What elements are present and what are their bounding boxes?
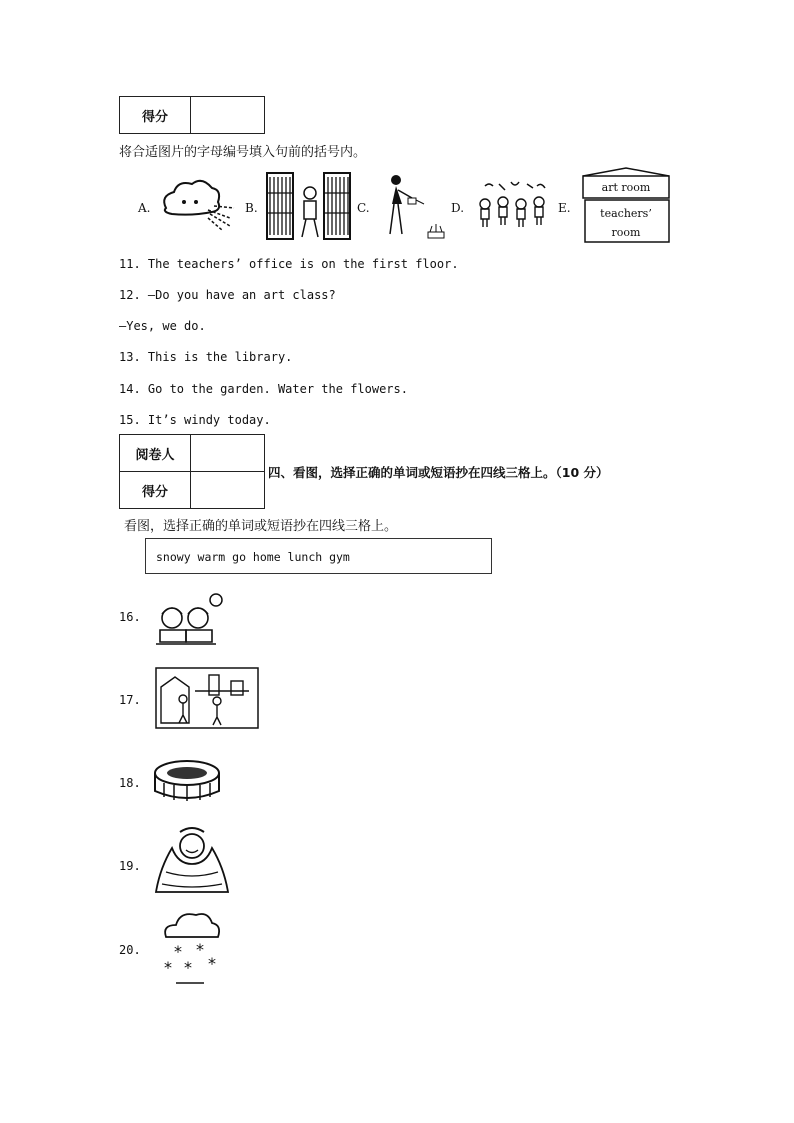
snowy-cloud-icon xyxy=(160,907,224,987)
sentence-12-question: 12. —Do you have an art class? xyxy=(119,288,336,302)
instruction-copy: 看图，选择正确的单词或短语抄在四线三格上。 xyxy=(124,519,398,534)
score-table-top xyxy=(119,96,265,134)
question-16-number: 16. xyxy=(119,610,141,624)
sign-art-room: art room xyxy=(601,181,651,194)
sign-teachers: teachers’ xyxy=(600,207,652,220)
word-bank: snowy warm go home lunch gym xyxy=(156,550,350,564)
question-19-number: 19. xyxy=(119,859,141,873)
question-18-number: 18. xyxy=(119,776,141,790)
score-table-section4 xyxy=(119,434,265,509)
option-b-letter: B. xyxy=(245,201,258,215)
sign-room: room xyxy=(611,226,641,239)
watering-flowers-icon xyxy=(378,172,448,242)
option-a-letter: A. xyxy=(138,201,151,215)
svg-text:*: * xyxy=(208,954,216,973)
art-class-icon xyxy=(471,180,555,232)
option-c-letter: C. xyxy=(357,201,370,215)
gym-stadium-icon xyxy=(152,757,222,807)
option-e-letter: E. xyxy=(558,201,571,215)
option-d-letter: D. xyxy=(451,201,465,215)
sentence-14: 14. Go to the garden. Water the flowers. xyxy=(119,382,408,396)
svg-text:*: * xyxy=(184,958,192,977)
sentence-12-answer: —Yes, we do. xyxy=(119,319,206,333)
library-icon xyxy=(266,171,352,241)
wind-cloud-icon xyxy=(158,176,238,232)
score-label: 得分 xyxy=(120,97,191,134)
score-cell-2[interactable] xyxy=(191,472,265,509)
svg-text:*: * xyxy=(196,940,204,959)
word-bank-box xyxy=(145,538,492,574)
question-17-number: 17. xyxy=(119,693,141,707)
score-cell[interactable] xyxy=(191,97,265,134)
score-label-2: 得分 xyxy=(120,472,191,509)
section-title: 四、看图，选择正确的单词或短语抄在四线三格上。（10 分） xyxy=(268,465,609,480)
instruction-match: 将合适图片的字母编号填入句前的括号内。 xyxy=(119,145,367,160)
kids-lunch-icon xyxy=(154,592,224,650)
grader-label: 阅卷人 xyxy=(120,435,191,472)
warm-blanket-icon xyxy=(152,828,232,896)
question-20-number: 20. xyxy=(119,943,141,957)
go-home-icon xyxy=(155,667,259,729)
building-sign-icon xyxy=(581,168,671,244)
grader-cell[interactable] xyxy=(191,435,265,472)
sentence-15: 15. It’s windy today. xyxy=(119,413,271,427)
svg-text:*: * xyxy=(174,942,182,961)
sentence-11: 11. The teachers’ office is on the first floor. xyxy=(119,257,459,271)
svg-text:*: * xyxy=(164,958,172,977)
sentence-13: 13. This is the library. xyxy=(119,350,293,364)
